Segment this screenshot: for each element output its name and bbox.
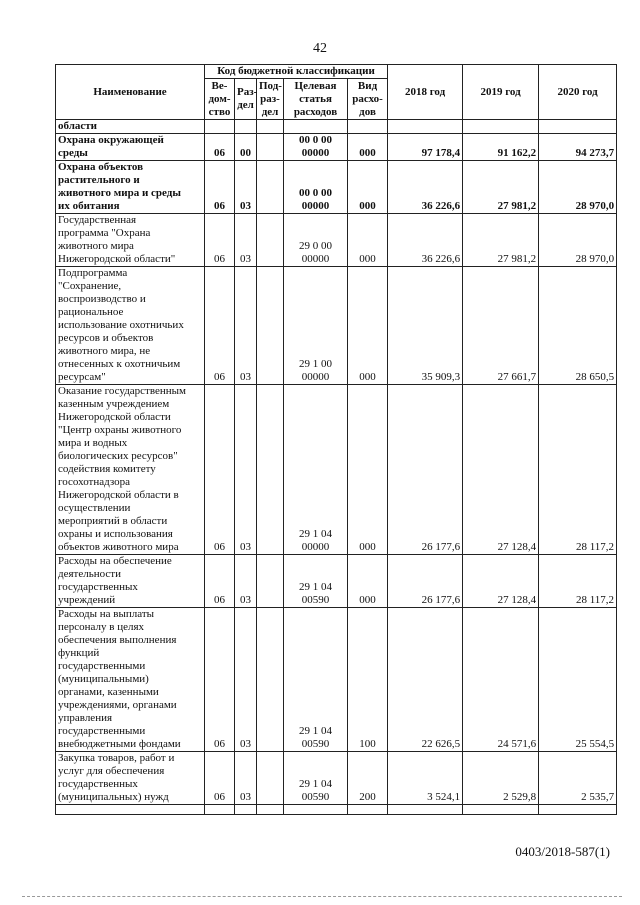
cell-vid: 000 [348,555,388,608]
name-line: содействия комитету [58,463,156,475]
name-line: государственными [58,660,146,672]
header-razdel [235,79,257,120]
cell-podrazdel [257,120,284,134]
cell-2020: 28 970,0 [539,214,617,267]
name-line: растительного и [58,174,140,186]
cell-2018: 26 177,6 [388,555,463,608]
cell-tselevaya: 29 1 04 00590 [284,555,348,608]
name-line: их обитания [58,200,120,212]
name-line: учреждений [58,594,116,606]
name-line: животного мира [58,240,134,252]
header-line: дел [261,105,279,118]
header-2018: 2018 год [388,65,463,120]
header-podrazdel [257,79,284,120]
name-line: услуг для обеспечения [58,765,165,777]
cell-2019 [463,120,539,134]
name-line: (муниципальных) нужд [58,791,169,803]
header-2020: 2020 год [539,65,617,120]
cell-2020: 2 535,7 [539,752,617,805]
name-line: Государственная [58,214,137,226]
cell-vid: 000 [348,267,388,385]
cell-2020: 94 273,7 [539,134,617,161]
cell-tselevaya: 29 1 04 00590 [284,752,348,805]
name-line: воспроизводство и [58,293,146,305]
header-line: расхо- [352,92,383,105]
cell-2019: 27 661,7 [463,267,539,385]
cell-2019: 27 128,4 [463,385,539,555]
document-code: 0403/2018-587(1) [515,844,610,859]
name-line: мероприятий в области [58,515,168,527]
cell-2020: 25 554,5 [539,608,617,752]
table-row [56,267,617,385]
name-line: персоналу в целях [58,621,145,633]
cell-2018: 26 177,6 [388,385,463,555]
cell-name [56,267,205,385]
cell-razdel: 03 [235,214,257,267]
name-line: рациональное [58,306,124,318]
name-line: государственных [58,778,138,790]
cell-razdel: 03 [235,161,257,214]
cell-2019 [463,805,539,815]
name-line: казенным учреждением [58,398,170,410]
cell-2018: 22 626,5 [388,608,463,752]
name-line: "Сохранение, [58,280,122,292]
name-line: отнесенных к охотничьим [58,358,181,370]
name-line: объектов животного мира [58,541,179,553]
cell-podrazdel [257,214,284,267]
header-line: Целевая [294,79,337,92]
name-line: ресурсов и объектов [58,332,154,344]
cell-vid: 200 [348,752,388,805]
name-line: "Центр охраны животного [58,424,182,436]
cell-name [56,608,205,752]
cell-2018 [388,805,463,815]
cell-2020 [539,120,617,134]
name-line: внебюджетными фондами [58,738,181,750]
table-row [56,805,617,815]
table-row [56,608,617,752]
cell-2020: 28 970,0 [539,161,617,214]
name-line: Расходы на выплаты [58,608,155,620]
header-2019: 2019 год [463,65,539,120]
cell-2019: 27 128,4 [463,555,539,608]
header-vedomstvo [205,79,235,120]
cell-podrazdel [257,161,284,214]
name-line: использование охотничьих [58,319,184,331]
name-line: Охрана окружающей [58,134,164,146]
header-line: раз- [260,92,280,105]
name-line: Подпрограмма [58,267,128,279]
name-line: управления [58,712,113,724]
page-number: 42 [313,41,327,56]
cell-podrazdel [257,608,284,752]
name-line: животного мира и среды [58,187,181,199]
cell-tselevaya: 29 1 04 00590 [284,608,348,752]
header-line: Под- [259,79,282,92]
cell-2020: 28 117,2 [539,385,617,555]
header-line: Раз- [237,86,258,98]
name-line: осуществлении [58,502,131,514]
cell-2019: 91 162,2 [463,134,539,161]
cell-name [56,805,205,815]
header-name: Наименование [56,65,205,120]
header-row-group [56,65,617,79]
name-line: мира и водных [58,437,128,449]
name-line: Закупка товаров, работ и [58,752,175,764]
name-line: Нижегородской области [58,411,171,423]
header-line: Ве- [211,79,228,92]
header-line: ство [208,105,231,118]
name-line: ресурсам" [58,371,106,383]
cell-tselevaya: 00 0 00 00000 [284,134,348,161]
budget-table [55,64,617,815]
cell-name [56,134,205,161]
cell-tselevaya [284,805,348,815]
cell-2018: 35 909,3 [388,267,463,385]
name-line: деятельности [58,568,121,580]
name-line: среды [58,147,88,159]
header-line: дом- [208,92,231,105]
table-row [56,555,617,608]
cell-tselevaya: 29 1 04 00000 [284,385,348,555]
scan-artifact-line [22,896,622,898]
header-line: дел [237,99,254,111]
cell-razdel [235,120,257,134]
table-row [56,134,617,161]
cell-tselevaya: 29 1 00 00000 [284,267,348,385]
cell-name [56,752,205,805]
header-vid [348,79,388,120]
cell-razdel: 03 [235,555,257,608]
name-line: биологических ресурсов" [58,450,178,462]
cell-vedomstvo: 06 [205,134,235,161]
cell-razdel: 03 [235,385,257,555]
cell-vedomstvo: 06 [205,161,235,214]
table-row [56,385,617,555]
name-line: программа "Охрана [58,227,151,239]
header-line: Вид [357,79,378,92]
cell-name [56,120,205,134]
cell-vid: 100 [348,608,388,752]
cell-2018 [388,120,463,134]
table-row [56,752,617,805]
cell-2018: 97 178,4 [388,134,463,161]
cell-podrazdel [257,555,284,608]
cell-vid [348,120,388,134]
cell-podrazdel [257,385,284,555]
cell-vid: 000 [348,385,388,555]
cell-vedomstvo: 06 [205,555,235,608]
cell-tselevaya: 29 0 00 00000 [284,214,348,267]
table-row [56,161,617,214]
cell-podrazdel [257,134,284,161]
cell-name [56,161,205,214]
cell-2018: 36 226,6 [388,161,463,214]
cell-2020: 28 117,2 [539,555,617,608]
name-line: учреждениями, органами [58,699,177,711]
name-line: органами, казенными [58,686,159,698]
cell-vedomstvo: 06 [205,214,235,267]
table-row [56,120,617,134]
cell-vedomstvo: 06 [205,267,235,385]
cell-vid: 000 [348,161,388,214]
name-line: Нижегородской области" [58,253,176,265]
cell-2018: 3 524,1 [388,752,463,805]
cell-2018: 36 226,6 [388,214,463,267]
name-line: охраны и использования [58,528,173,540]
name-line: Оказание государственным [58,385,186,397]
cell-vedomstvo: 06 [205,608,235,752]
cell-vedomstvo [205,805,235,815]
cell-name [56,214,205,267]
cell-podrazdel [257,267,284,385]
name-line: госохотнадзора [58,476,131,488]
cell-razdel: 03 [235,267,257,385]
cell-vid: 000 [348,214,388,267]
name-line: (муниципальными) [58,673,149,685]
cell-razdel: 03 [235,752,257,805]
header-tselevaya [284,79,348,120]
cell-podrazdel [257,752,284,805]
cell-2020 [539,805,617,815]
cell-vid [348,805,388,815]
name-line: функций [58,647,100,659]
cell-name [56,385,205,555]
cell-vedomstvo: 06 [205,752,235,805]
name-line: животного мира, не [58,345,151,357]
name-line: области [58,120,98,132]
cell-vid: 000 [348,134,388,161]
cell-2019: 27 981,2 [463,214,539,267]
cell-name [56,555,205,608]
cell-2019: 2 529,8 [463,752,539,805]
cell-razdel: 00 [235,134,257,161]
name-line: государственных [58,581,138,593]
name-line: Расходы на обеспечение [58,555,172,567]
cell-2020: 28 650,5 [539,267,617,385]
header-line: статья [299,92,332,105]
cell-2019: 24 571,6 [463,608,539,752]
cell-razdel [235,805,257,815]
cell-vedomstvo: 06 [205,385,235,555]
cell-vedomstvo [205,120,235,134]
header-group: Код бюджетной классификации [205,65,388,79]
cell-tselevaya: 00 0 00 00000 [284,161,348,214]
cell-razdel: 03 [235,608,257,752]
cell-podrazdel [257,805,284,815]
name-line: государственными [58,725,146,737]
table-row [56,214,617,267]
cell-tselevaya [284,120,348,134]
cell-2019: 27 981,2 [463,161,539,214]
header-line: дов [359,105,376,118]
header-line: расходов [293,105,338,118]
table-body [56,120,617,815]
name-line: обеспечения выполнения [58,634,177,646]
name-line: Охрана объектов [58,161,144,173]
name-line: Нижегородской области в [58,489,179,501]
